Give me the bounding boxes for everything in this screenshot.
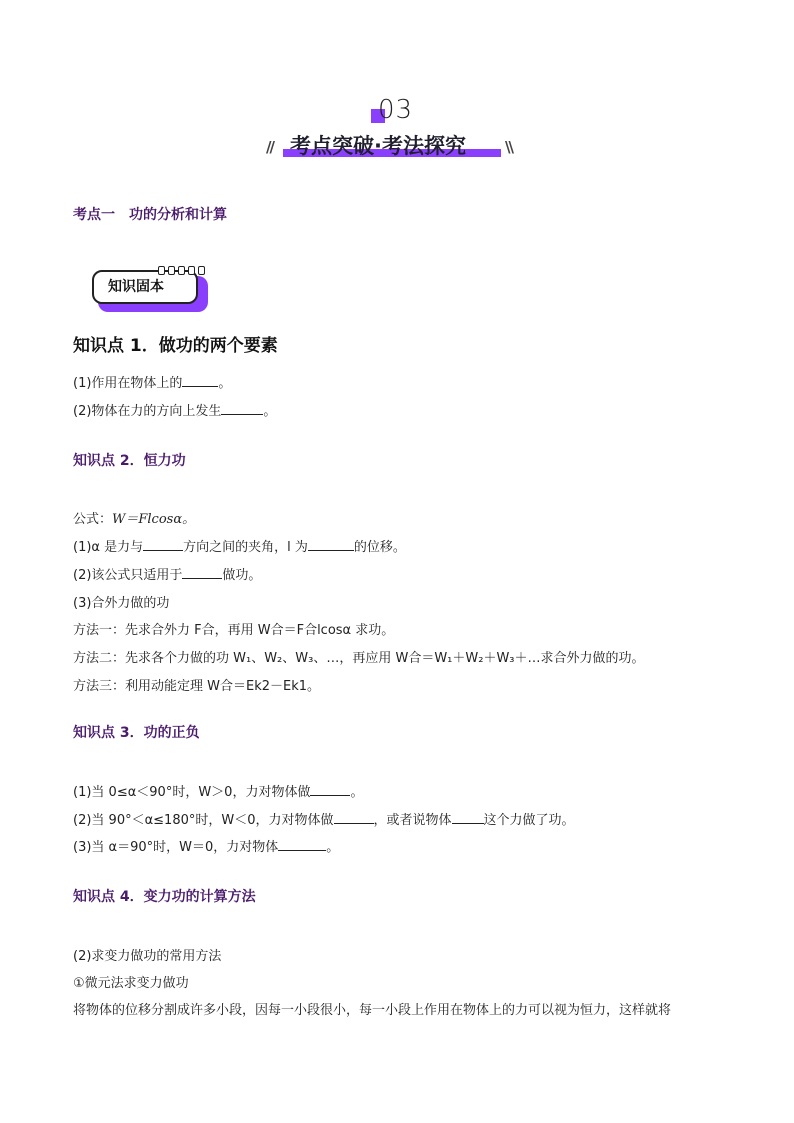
kp4-item-2: ①微元法求变力做功	[73, 976, 189, 991]
knowledge-badge	[92, 270, 208, 314]
answer-blank	[334, 811, 374, 824]
kp4-item-1: (2)求变力做功的常用方法	[73, 949, 222, 964]
topic-label: 考点一	[73, 207, 115, 223]
kp1-title: 知识点 1．做功的两个要素	[73, 336, 278, 356]
answer-blank	[182, 566, 222, 579]
answer-blank	[278, 838, 326, 851]
topic-title: 功的分析和计算	[129, 207, 227, 223]
kp2-item-2: (2)该公式只适用于 做功。	[73, 568, 262, 583]
kp2-method-3: 方法三：利用动能定理 W合＝Ek2－Ek1。	[73, 679, 321, 694]
binder-rings-icon	[158, 266, 205, 275]
kp2-item-3: (3)合外力做的功	[73, 596, 170, 611]
kp3-title: 知识点 3．功的正负	[73, 725, 200, 741]
answer-blank	[221, 402, 263, 415]
kp3-item-3: (3)当 α＝90°时，W＝0，力对物体 。	[73, 840, 340, 855]
kp2-item-1: (1)α 是力与 方向之间的夹角，l 为 的位移。	[73, 540, 406, 555]
answer-blank	[308, 538, 354, 551]
answer-blank	[143, 538, 183, 551]
kp2-method-2: 方法二：先求各个力做的功 W₁、W₂、W₃、…，再应用 W合＝W₁＋W₂＋W₃＋…求合外力做的功。	[73, 651, 645, 666]
topic-heading	[73, 204, 227, 224]
answer-blank	[452, 811, 484, 824]
title-decoration-right: \\	[505, 138, 512, 156]
kp4-title: 知识点 4．变力功的计算方法	[73, 889, 256, 905]
section-title: 考点突破·考法探究	[290, 134, 466, 158]
section-number: 03	[378, 95, 414, 125]
kp1-item-1: (1)作用在物体上的 。	[73, 376, 232, 391]
kp3-item-2: (2)当 90°＜α≤180°时，W＜0，力对物体做 ，或者说物体 这个力做了功。	[73, 813, 575, 828]
kp1-item-2: (2)物体在力的方向上发生 。	[73, 404, 277, 419]
title-decoration-left: //	[266, 138, 273, 156]
kp4-item-3: 将物体的位移分割成许多小段，因每一小段很小，每一小段上作用在物体上的力可以视为恒力，这样就将	[73, 1003, 672, 1018]
answer-blank	[182, 374, 218, 387]
kp2-formula: 公式：W＝Flcosα。	[73, 512, 196, 527]
badge-label: 知识固本	[92, 270, 198, 304]
answer-blank	[310, 783, 350, 796]
kp2-title: 知识点 2．恒力功	[73, 453, 186, 469]
kp3-item-1: (1)当 0≤α＜90°时，W＞0，力对物体做 。	[73, 785, 364, 800]
kp2-method-1: 方法一：先求合外力 F合，再用 W合＝F合lcosα 求功。	[73, 623, 395, 638]
